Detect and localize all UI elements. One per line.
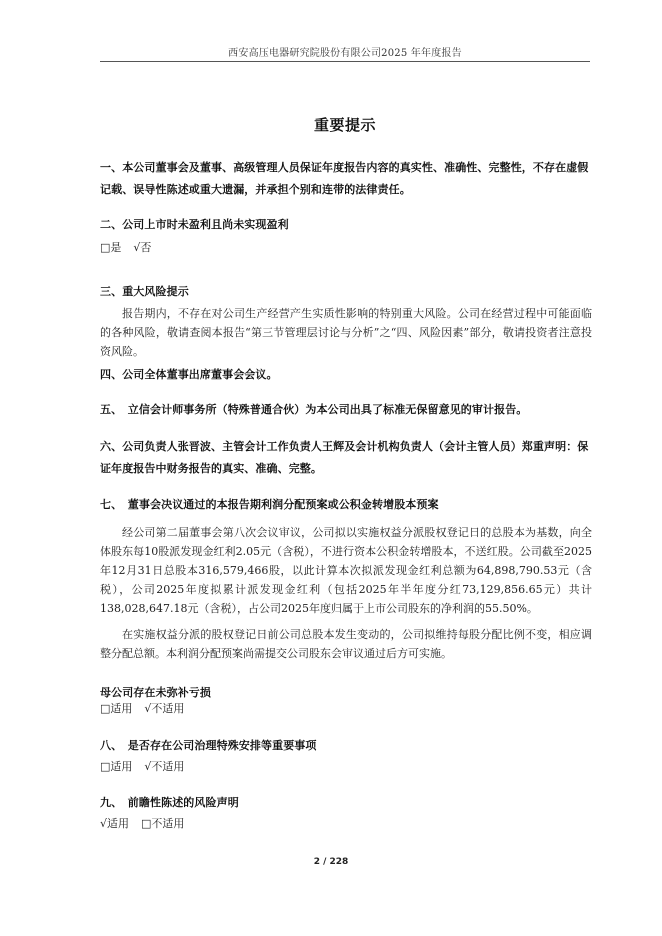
section-3-body: 报告期内，不存在对公司生产经营产生实质性影响的特别重大风险。公司在经营过程中可能面临的各种风险，敬请查阅本报告“第三节管理层讨论与分析”之“四、风险因素”部分，敬请投资者注意投资风险。 [100, 307, 592, 358]
section-2-heading: 二、公司上市时未盈利且尚未实现盈利 [100, 218, 289, 231]
page-number: 2 / 228 [313, 857, 349, 867]
option-applicable: □适用 [100, 760, 133, 773]
option-not-applicable: √不适用 [144, 702, 185, 715]
header-rule [100, 61, 590, 62]
option-applicable: □适用 [100, 702, 133, 715]
section-8-heading: 八、 是否存在公司治理特殊安排等重要事项 [100, 739, 317, 752]
unrecovered-loss-heading: 母公司存在未弥补亏损 [100, 686, 211, 699]
section-6-heading: 六、公司负责人张晋波、主管会计工作负责人王辉及会计机构负责人（会计主管人员）郑重声明：保证年度报告中财务报告的真实、准确、完整。 [100, 440, 589, 475]
page-title: 重要提示 [313, 116, 376, 134]
section-3-heading: 三、重大风险提示 [100, 285, 189, 298]
section-5-heading: 五、 立信会计师事务所（特殊普通合伙）为本公司出具了标准无保留意见的审计报告。 [100, 403, 528, 416]
option-yes: □是 [100, 241, 122, 254]
section-7-heading: 七、 董事会决议通过的本报告期利润分配预案或公积金转增股本预案 [100, 498, 439, 511]
option-no: √否 [133, 241, 152, 254]
section-2-options [100, 240, 151, 256]
running-header: 西安高压电器研究院股份有限公司2025 年年度报告 [228, 48, 462, 59]
section-4-heading: 四、公司全体董事出席董事会会议。 [100, 368, 278, 381]
option-not-applicable: □不适用 [141, 817, 185, 830]
section-8-options [100, 759, 184, 775]
option-applicable: √适用 [100, 817, 130, 830]
unrecovered-loss-options [100, 701, 184, 717]
section-1-heading: 一、本公司董事会及董事、高级管理人员保证年度报告内容的真实性、准确性、完整性，不存在虚假记载、误导性陈述或重大遗漏，并承担个别和连带的法律责任。 [100, 161, 589, 196]
section-7-body-1: 经公司第二届董事会第八次会议审议，公司拟以实施权益分派股权登记日的总股本为基数，向全体股东每10股派发现金红利2.05元（含税），不进行资本公积金转增股本，不送红股。公司截至2025年12月31日总股本316,579,466股，以此计算本次拟派发现金红利总额为64,898,790.53元（含税），公司2025年度拟累计派发现金红利（包括2025年半年度分红73,129,856.65元）共计138,028,647.18元（含税），占公司2025年度归属于上市公司股东的净利润的55.50%。 [100, 526, 592, 615]
section-9-heading: 九、 前瞻性陈述的风险声明 [100, 796, 239, 809]
option-not-applicable: √不适用 [144, 760, 185, 773]
section-7-body-2: 在实施权益分派的股权登记日前公司总股本发生变动的，公司拟维持每股分配比例不变，相应调整分配总额。本利润分配预案尚需提交公司股东会审议通过后方可实施。 [100, 628, 592, 660]
section-9-options [100, 816, 184, 832]
